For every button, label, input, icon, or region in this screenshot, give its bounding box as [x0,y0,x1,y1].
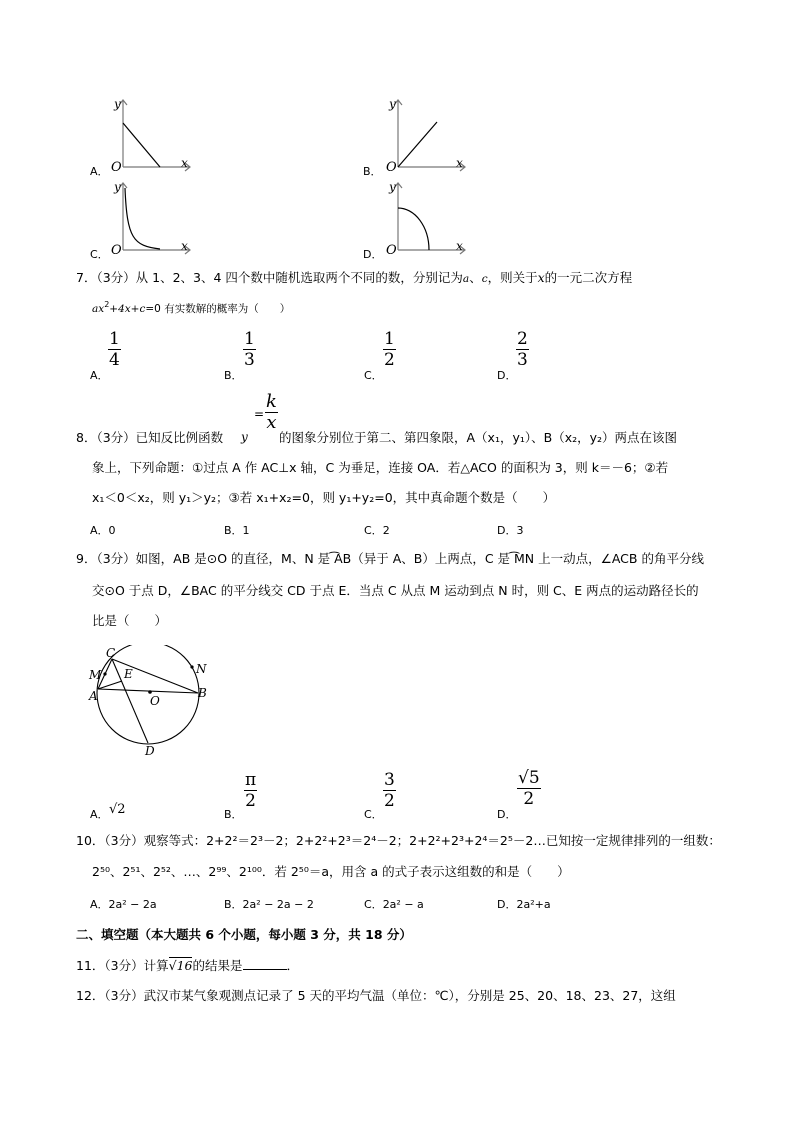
q10-option-b[interactable]: B．2a² − 2a − 2 [224,898,314,911]
q9-stem-line3: 比是（ ） [92,613,168,628]
q8-equals: = [254,407,265,421]
q10-stem-line2: 2⁵⁰、2⁵¹、2⁵²、…、2⁹⁹、2¹⁰⁰．若 2⁵⁰＝a，用含 a 的式子表示这组数的和是（ ） [92,864,570,879]
svg-text:E: E [124,667,133,681]
svg-text:O: O [386,160,397,173]
svg-text:y: y [389,97,396,111]
option-label: A． [90,369,109,382]
svg-text:D: D [145,744,155,757]
option-label: D． [363,248,383,261]
q7-stem-line1: 7．（3分）从 1、2、3、4 四个数中随机选取两个不同的数，分别记为a、c，则关于x的一元二次方程 [76,270,633,285]
q9-stem-line1: 9．（3分）如图，AB 是⊙O 的直径，M、N 是 ͡AB（异于 A、B）上两点，C 是 ͡MN 上一动点，∠ACB 的角平分线 [76,551,704,566]
option-label: B． [224,808,243,821]
q10-stem-line1: 10．（3分）观察等式：2+2²＝2³－2；2+2²+2³＝2⁴－2；2+2²+2³+2⁴＝2⁵－2…已知按一定规律排列的一组数： [76,833,721,848]
option-label: C． [364,369,383,382]
option-label: B． [224,369,243,382]
option-label: C． [364,808,383,821]
option-value: √2 [109,802,126,817]
section-title-fill-blank: 二、填空题（本大题共 6 个小题，每小题 3 分，共 18 分） [76,927,412,942]
q8-var-y: y [241,430,248,444]
graph-c-hyperbola [105,178,195,256]
graph-a-linear-decreasing [105,95,195,173]
fraction: 1 4 [109,329,120,370]
q11-stem: 11．（3分）计算√16的结果是 ． [76,958,300,973]
svg-text:x: x [181,156,188,170]
svg-text:y: y [114,180,121,194]
q10-option-a[interactable]: A．2a² − 2a [90,898,157,911]
q8-stem-line2: 象上，下列命题：①过点 A 作 AC⊥x 轴，C 为垂足，连接 OA．若△ACO 的面积为 3，则 k＝－6；②若 [92,460,669,475]
graph-b-linear-increasing [380,95,470,173]
q9-stem-line2: 交⊙O 于点 D，∠BAC 的平分线交 CD 于点 E．当点 C 从点 M 运动到点 N 时，则 C、E 两点的运动路径长的 [92,583,699,598]
fraction: π 2 [245,770,257,811]
svg-text:O: O [111,160,122,173]
fraction: √5 2 [518,768,540,809]
svg-text:x: x [456,239,463,253]
option-label: A． [90,165,109,178]
svg-text:O: O [150,694,160,708]
svg-text:C: C [106,646,116,660]
q10-option-c[interactable]: C．2a² − a [364,898,424,911]
q8-stem-line1-rest: 的图象分别位于第二、第四象限，A（x₁，y₁）、B（x₂，y₂）两点在该图 [279,430,678,445]
svg-text:N: N [196,662,207,676]
fraction: 1 2 [384,329,395,370]
svg-text:x: x [181,239,188,253]
q8-fraction-k-over-x: k x [266,391,277,433]
option-label: C． [90,248,109,261]
svg-text:O: O [111,243,122,256]
option-label: A． [90,808,109,821]
q8-option-a[interactable]: A．0 [90,524,116,537]
option-label: B． [363,165,382,178]
q8-stem-line1: 8．（3分）已知反比例函数 [76,430,224,445]
answer-blank[interactable] [243,957,287,970]
q8-option-d[interactable]: D．3 [497,524,524,537]
q8-option-b[interactable]: B．1 [224,524,250,537]
svg-text:A: A [89,689,98,703]
fraction: 1 3 [244,329,255,370]
q9-circle-figure [86,645,216,757]
svg-text:B: B [198,686,207,700]
option-label: D． [497,369,517,382]
svg-text:x: x [456,156,463,170]
option-label: D． [497,808,517,821]
svg-text:M: M [89,668,102,682]
svg-text:O: O [386,243,397,256]
fraction: 2 3 [517,329,528,370]
q8-stem-line3: x₁＜0＜x₂，则 y₁＞y₂；③若 x₁+x₂=0，则 y₁+y₂=0，其中真命题个数是（ ） [92,490,556,505]
q8-option-c[interactable]: C．2 [364,524,390,537]
svg-text:y: y [114,97,121,111]
graph-d-quarter-circle [380,178,470,256]
q12-stem-line1: 12．（3分）武汉市某气象观测点记录了 5 天的平均气温（单位：℃），分别是 25、20、18、23、27，这组 [76,988,676,1003]
fraction: 3 2 [384,770,395,811]
svg-text:y: y [389,180,396,194]
q7-stem-line2: $ax^2+4x+c=0$ 有实数解的概率为（ ） [92,299,291,315]
q10-option-d[interactable]: D．2a²+a [497,898,551,911]
